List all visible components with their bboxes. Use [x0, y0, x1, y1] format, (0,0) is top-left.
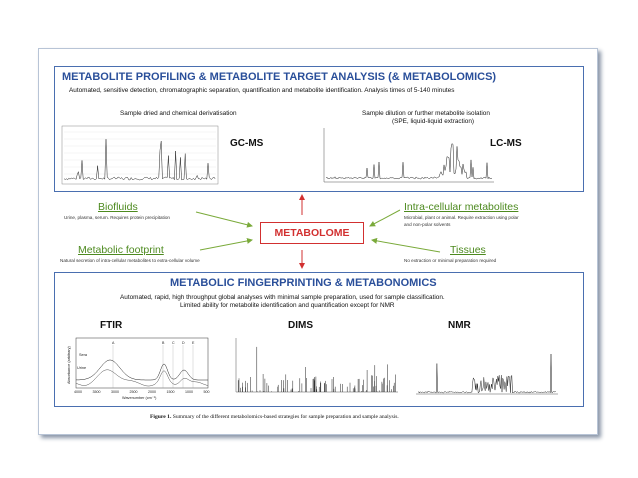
- ftir-band-label: D: [182, 341, 185, 345]
- fingerprinting-subtitle-1: Automated, rapid, high throughput global analyses with minimal sample preparation, used for sample classification.: [120, 294, 445, 301]
- ftir-x-tick: 1500: [166, 390, 175, 394]
- ftir-band-label: E: [192, 341, 195, 345]
- ftir-series-sera: Sera: [79, 353, 88, 357]
- biofluids-label: Biofluids: [98, 201, 138, 213]
- intracellular-note-1: Microbial, plant or animal. Require extraction using polar: [404, 215, 519, 220]
- ftir-x-tick: 3500: [92, 390, 101, 394]
- ftir-band-label: A: [112, 341, 115, 345]
- intracellular-label: Intra-cellular metabolites: [404, 201, 519, 213]
- dims-spectrum: [232, 334, 402, 400]
- tissues-label: Tissues: [450, 244, 486, 256]
- footprint-label: Metabolic footprint: [78, 244, 164, 256]
- caption-text: Summary of the different metabolomics-based strategies for sample preparation and sample analysis.: [172, 414, 399, 420]
- ftir-band-label: C: [172, 341, 175, 345]
- ftir-x-tick: 1000: [185, 390, 193, 394]
- lcms-prep-note-1: Sample dilution or further metabolite isolation: [362, 110, 490, 117]
- arrow-tissues: [372, 240, 440, 252]
- ftir-x-tick: 2500: [129, 390, 138, 394]
- metabolome-box: METABOLOME: [260, 222, 364, 244]
- fingerprinting-subtitle-2: Limited ability for metabolite identification and quantification except for NMR: [180, 302, 395, 309]
- ftir-x-tick: 4000: [74, 390, 82, 394]
- ftir-x-axis-label: Wavenumber (cm⁻¹): [122, 396, 157, 400]
- ftir-x-tick: 2000: [148, 390, 156, 394]
- arrow-footprint: [200, 240, 252, 250]
- ftir-band-label: B: [162, 341, 165, 345]
- figure-caption: [150, 414, 399, 420]
- ftir-x-tick: 500: [203, 390, 210, 394]
- nmr-label: NMR: [448, 320, 471, 331]
- tissues-note: No extraction or minimal preparation required: [404, 258, 497, 263]
- profiling-title: METABOLITE PROFILING & METABOLITE TARGET ANALYSIS (& METABOLOMICS): [62, 71, 497, 83]
- gcms-label: GC-MS: [230, 138, 264, 149]
- ftir-x-tick: 3000: [111, 390, 119, 394]
- caption-label: Figure 1.: [150, 414, 172, 420]
- ftir-spectrum: [62, 334, 222, 400]
- gcms-prep-note: Sample dried and chemical derivatisation: [120, 110, 237, 117]
- dims-label: DIMS: [288, 320, 313, 331]
- arrow-intracellular: [370, 210, 400, 226]
- intracellular-note-2: and non-polar solvents: [404, 222, 451, 227]
- lcms-label: LC-MS: [490, 138, 522, 149]
- ftir-label: FTIR: [100, 320, 123, 331]
- nmr-spectrum: [412, 332, 562, 400]
- footprint-note: Natural secretion of intra-cellular metabolites to extra-cellular volume: [60, 258, 200, 263]
- lcms-prep-note-2: (SPE, liquid-liquid extraction): [392, 118, 475, 125]
- ftir-series-urine: Urine: [77, 366, 87, 370]
- biofluids-note: Urine, plasma, serum. Requires protein precipitation: [64, 215, 170, 220]
- ftir-y-axis-label: Absorbance (arbitrary): [67, 346, 71, 384]
- arrow-biofluids: [196, 212, 252, 226]
- fingerprinting-title: METABOLIC FINGERPRINTING & METABONOMICS: [170, 277, 437, 289]
- profiling-subtitle: Automated, sensitive detection, chromatographic separation, quantification and metabolite identification. Analysis times of 5-140 minutes: [69, 87, 455, 94]
